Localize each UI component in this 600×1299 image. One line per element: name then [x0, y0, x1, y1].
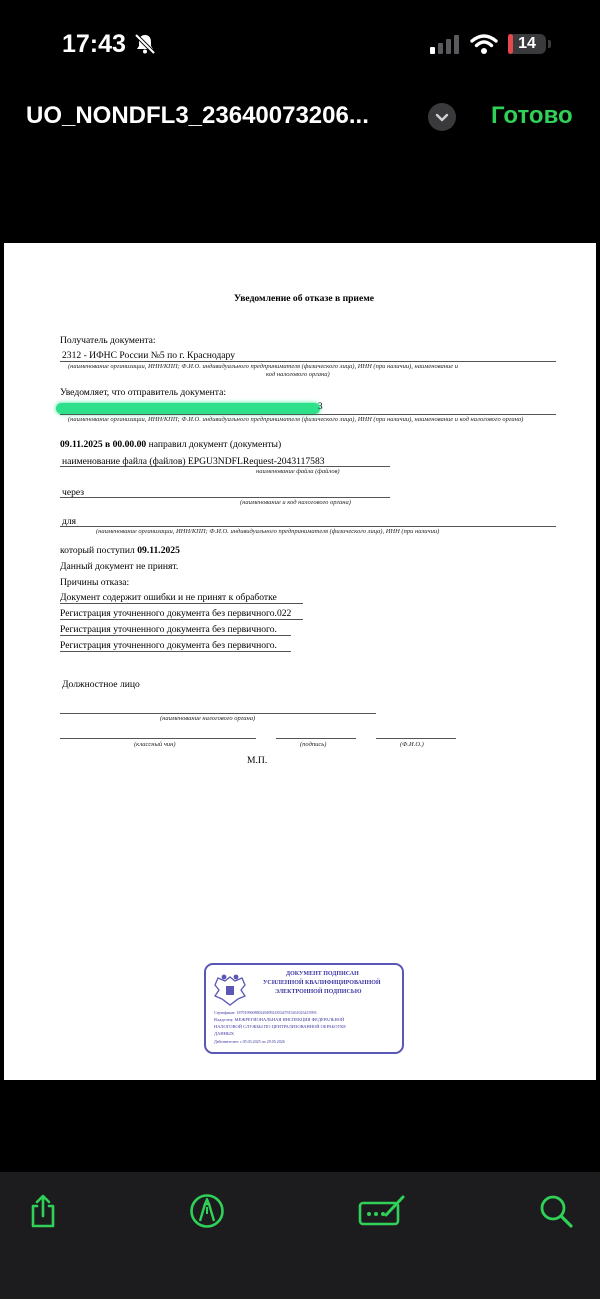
clock-time: 17:43 [62, 30, 126, 58]
reason-item: Регистрация уточненного документа без первичного.022 [60, 608, 292, 619]
done-button[interactable]: Готово [491, 102, 573, 129]
received-date: 09.11.2025 [137, 545, 180, 556]
title-menu-button[interactable] [428, 103, 456, 131]
submission-datetime: 09.11.2025 в 00.00.00 [60, 439, 147, 450]
org-underline [60, 713, 376, 714]
reason-underline [60, 635, 291, 636]
signal-icon [430, 34, 462, 54]
coat-of-arms-icon [211, 971, 249, 1009]
for-value: для [62, 516, 77, 527]
recipient-label: Получатель документа: [60, 335, 156, 346]
via-value: через [62, 487, 85, 498]
recipient-hint-2: код налогового органа) [266, 371, 330, 378]
via-underline [60, 497, 390, 498]
stamp-validity: Действителен: с 05.03.2025 по 29.05.2026 [214, 1039, 285, 1044]
document-heading: Уведомление об отказе в приеме [234, 293, 375, 304]
seal-place: М.П. [247, 755, 268, 766]
bottom-toolbar [0, 1172, 600, 1299]
stamp-owner: ДАННЫХ [214, 1031, 234, 1036]
name-underline [376, 738, 456, 739]
name-hint: (Ф.И.О.) [400, 741, 424, 748]
stamp-owner: Владелец: МЕЖРЕГИОНАЛЬНАЯ ИНСПЕКЦИЯ ФЕДЕРАЛЬНОЙ [214, 1017, 345, 1022]
reason-item: Регистрация уточненного документа без первичного. [60, 640, 277, 651]
bell-slash-icon [134, 33, 156, 55]
for-underline [60, 526, 556, 527]
stamp-line-2: УСИЛЕННОЙ КВАЛИФИЦИРОВАННОЙ [263, 980, 381, 986]
chevron-down-icon [428, 103, 456, 131]
battery-percent: 14 [518, 35, 536, 52]
markup-icon[interactable] [189, 1193, 225, 1229]
status-bar [0, 0, 600, 90]
signature-icon[interactable] [358, 1193, 406, 1229]
e-signature-stamp [204, 963, 404, 1054]
reason-item: Документ содержит ошибки и не принят к обработке [60, 592, 277, 603]
reason-underline [60, 619, 303, 620]
stamp-line-3: ЭЛЕКТРОННОЙ ПОДПИСЬЮ [275, 989, 362, 995]
sign-underline [276, 738, 356, 739]
reason-item: Регистрация уточненного документа без первичного. [60, 624, 277, 635]
rank-hint: (классный чин) [134, 741, 176, 748]
received-text: который поступил [60, 545, 138, 556]
sender-hint: (наименование организации, ИНН/КПП; Ф.И.О. индивидуального предпринимателя (физического лица), ИНН (при наличии), наименование и код налогового органа) [68, 416, 524, 423]
stamp-owner: НАЛОГОВОЙ СЛУЖБЫ ПО ЦЕНТРАЛИЗОВАННОЙ ОБРАБОТКЕ [214, 1024, 346, 1029]
via-hint: (наименование и код налогового органа) [240, 499, 351, 506]
official-label: Должностное лицо [62, 679, 140, 690]
sender-redaction [56, 403, 320, 414]
share-icon[interactable] [25, 1193, 61, 1229]
stamp-line-1: ДОКУМЕНТ ПОДПИСАН [286, 971, 359, 977]
org-hint: (наименование налогового органа) [160, 715, 256, 722]
sender-label: Уведомляет, что отправитель документа: [60, 387, 226, 398]
battery-tip [548, 40, 551, 48]
not-accepted-text: Данный документ не принят. [60, 561, 179, 572]
stamp-certificate: Сертификат: 1879199608802494992183347915261023415993 [214, 1010, 317, 1015]
sender-underline [60, 414, 556, 415]
file-name-value: наименование файла (файлов) EPGU3NDFLRequest-2043117583 [62, 456, 325, 467]
recipient-underline [60, 361, 556, 362]
wifi-icon [470, 33, 498, 55]
battery-icon [508, 34, 546, 54]
file-underline [60, 466, 390, 467]
sign-hint: (подпись) [300, 741, 327, 748]
reason-underline [60, 651, 291, 652]
for-hint: (наименование организации, ИНН/КПП; Ф.И.О. индивидуального предпринимателя (физического лица), ИНН (при наличии) [96, 528, 440, 535]
sender-value-end: 3 [318, 401, 323, 411]
reasons-label: Причины отказа: [60, 577, 130, 588]
recipient-value: 2312 - ИФНС России №5 по г. Краснодару [62, 350, 236, 361]
reason-underline [60, 603, 303, 604]
recipient-hint: (наименование организации, ИНН/КПП; Ф.И.О. индивидуального предпринимателя (физического лица), ИНН (при наличии), наименование и [68, 363, 459, 370]
file-hint: наименование файла (файлов) [256, 468, 340, 475]
rank-underline [60, 738, 256, 739]
search-icon[interactable] [538, 1193, 574, 1229]
submission-text: направил документ (документы) [146, 439, 282, 450]
file-title[interactable]: UO_NONDFL3_23640073206... [26, 102, 369, 129]
document-page [4, 243, 596, 1080]
